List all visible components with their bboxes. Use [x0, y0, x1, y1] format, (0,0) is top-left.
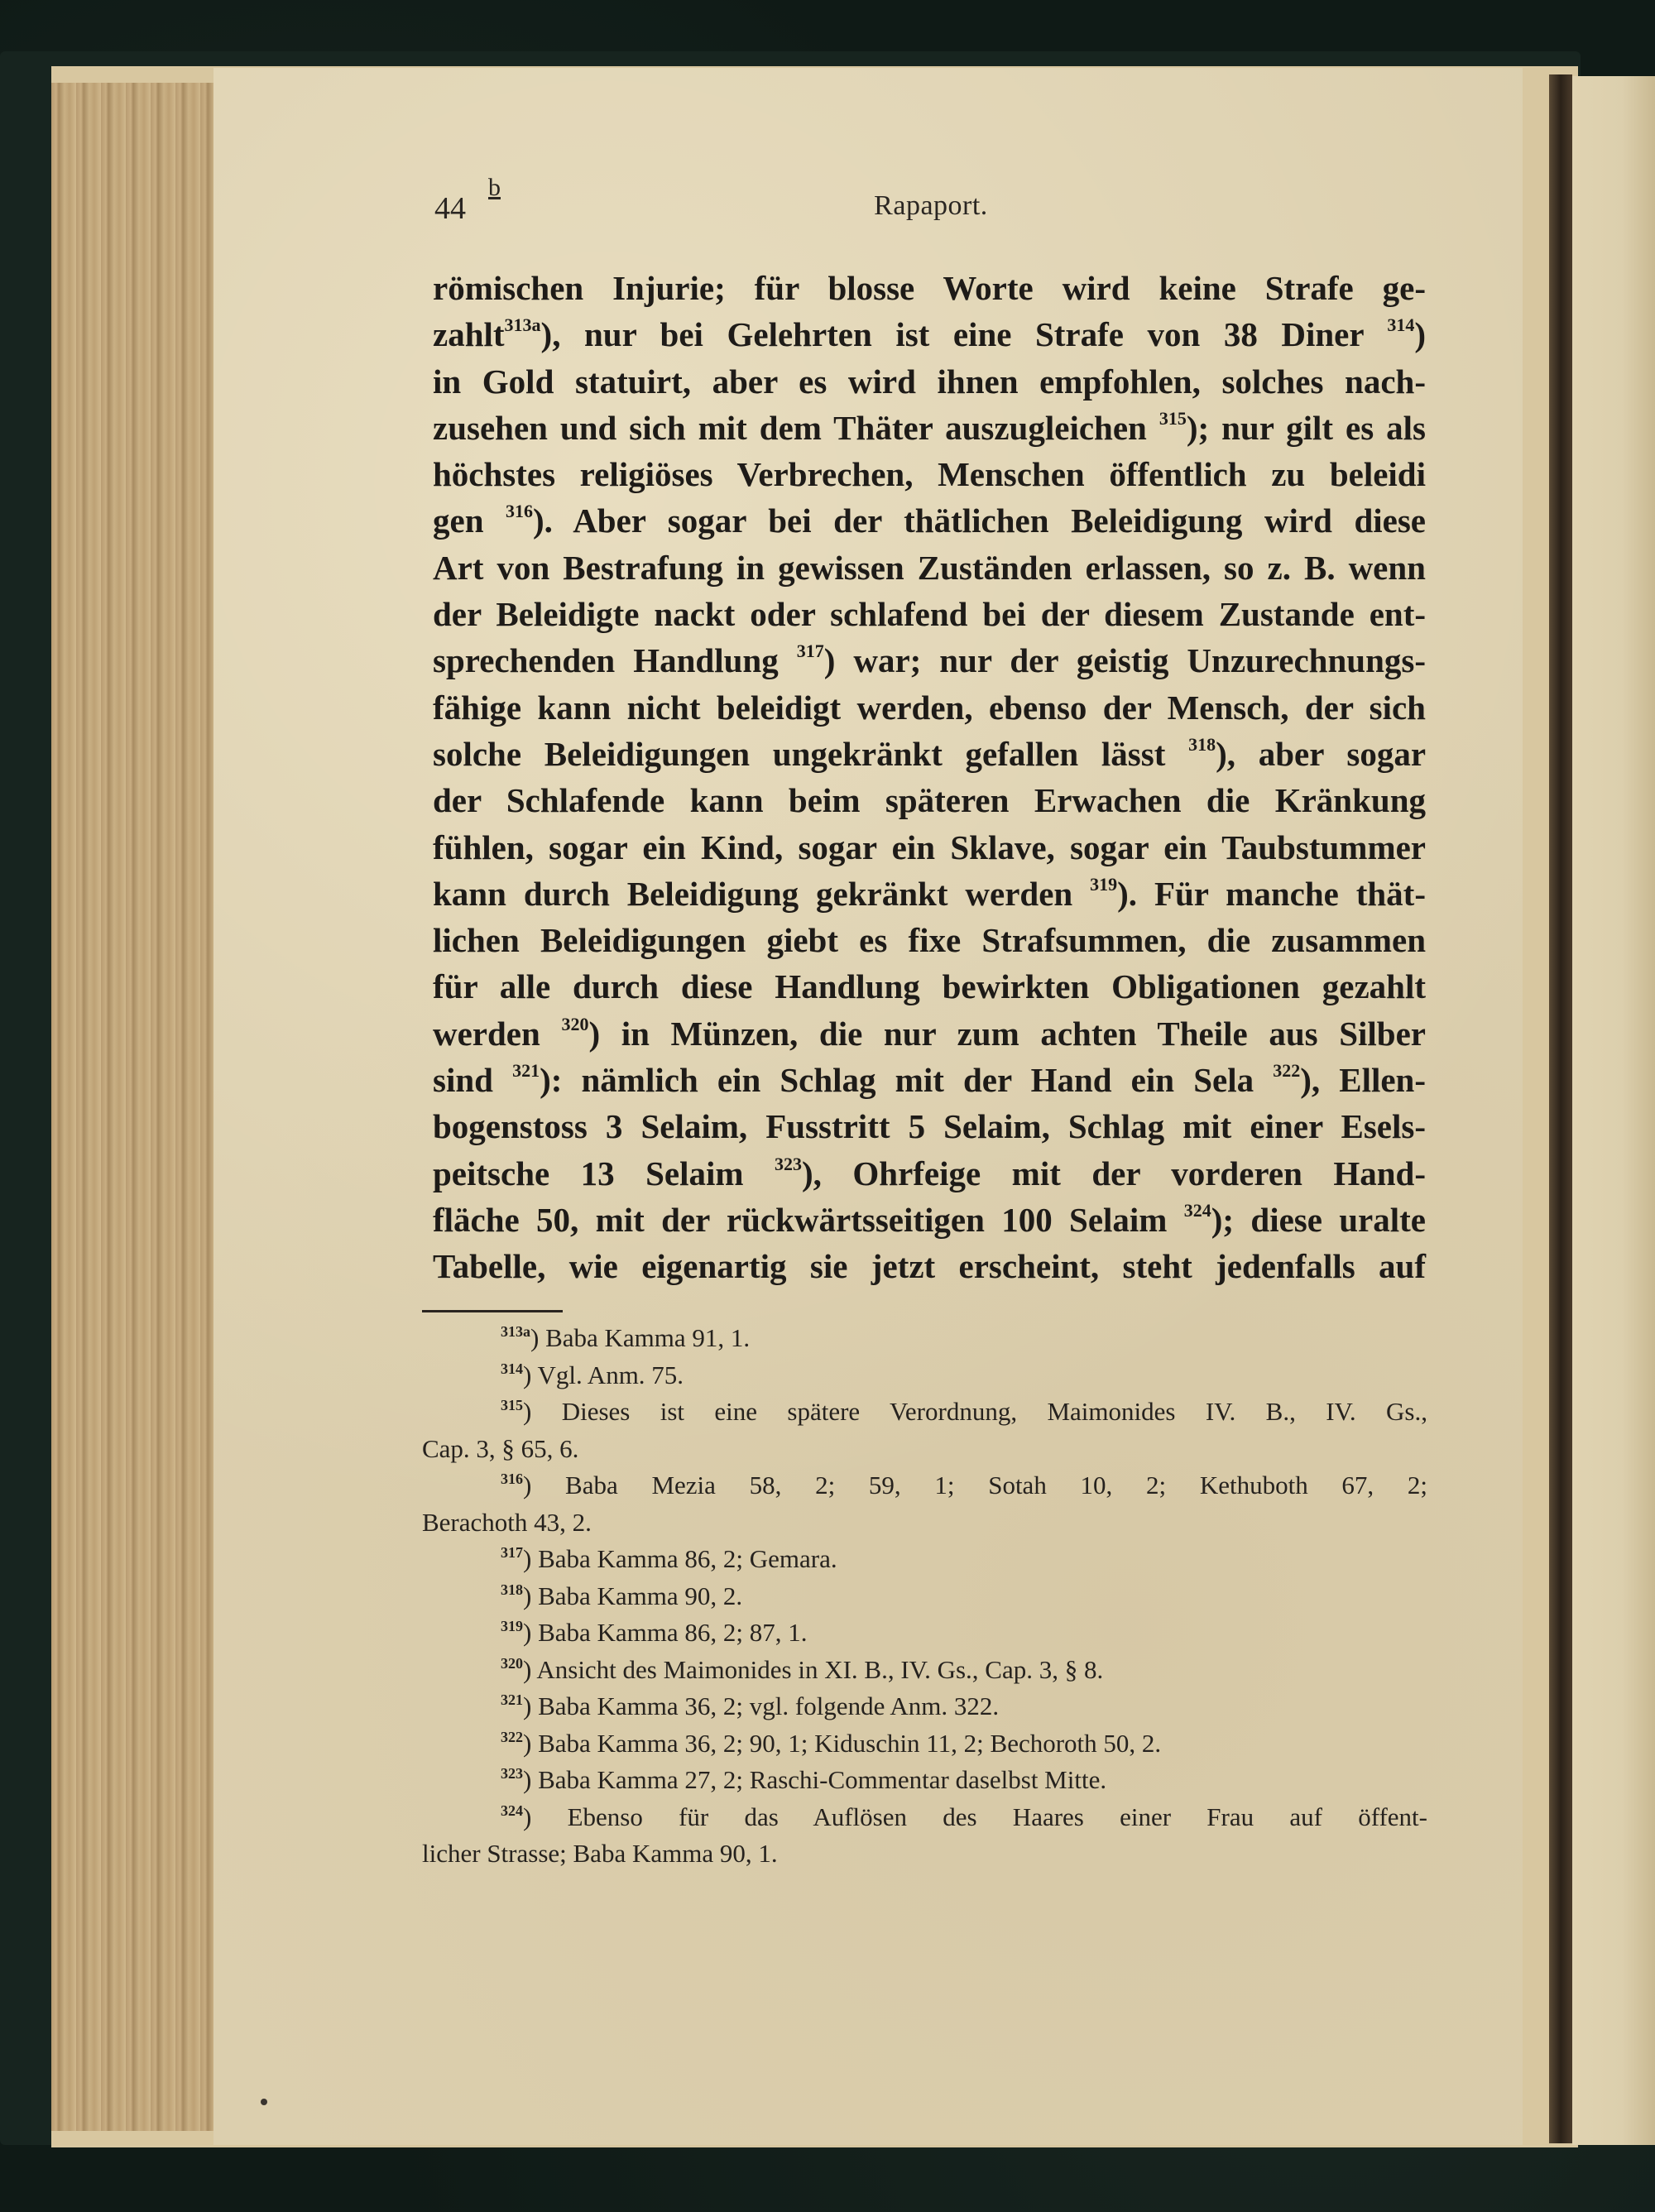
body-line: [433, 871, 1426, 917]
body-text-segment: höchstes religiöses Verbrechen, Menschen öffentlich zu beleidi: [433, 455, 1426, 494]
footnote-text: ) Baba Kamma 36, 2; vgl. folgende Anm. 322.: [523, 1691, 1000, 1720]
footnote-mark: 314: [501, 1360, 523, 1377]
body-text-segment: peitsche 13 Selaim: [433, 1154, 775, 1192]
footnote-text: ) Baba Kamma 91, 1.: [530, 1323, 751, 1352]
footnote-text: ) Vgl. Anm. 75.: [523, 1360, 684, 1389]
body-text-segment: fähige kann nicht beleidigt werden, ebenso der Mensch, der sich: [433, 688, 1426, 727]
body-line: [433, 731, 1426, 777]
book-gutter: [1549, 74, 1572, 2143]
footnote-continuation: Cap. 3, § 65, 6.: [422, 1433, 579, 1463]
body-text-segment: römischen Injurie; für blosse Worte wird keine Strafe ge-: [433, 269, 1426, 307]
body-line: [433, 497, 1426, 544]
body-line: [433, 637, 1426, 684]
body-text-segment: ); nur gilt es als: [1186, 408, 1426, 447]
footnote-mark: 322: [501, 1728, 523, 1745]
running-title: Rapaport.: [874, 190, 988, 221]
footnote-reference: 322: [1273, 1060, 1301, 1082]
body-text-segment: ), aber sogar: [1216, 734, 1427, 773]
footnote-reference: 319: [1090, 873, 1118, 895]
body-text-segment: ) war; nur der geistig Unzurechnungs-: [823, 641, 1426, 680]
footnote-mark: 320: [501, 1654, 523, 1672]
body-line: [433, 405, 1426, 451]
body-text-segment: bogenstoss 3 Selaim, Fusstritt 5 Selaim, Schlag mit einer Esels-: [433, 1107, 1426, 1146]
page-number: 44: [434, 191, 466, 226]
body-line: [433, 1057, 1426, 1103]
footnote-item: [422, 1578, 1427, 1615]
running-head: [434, 174, 1427, 235]
body-line: [433, 545, 1426, 591]
body-text-segment: Art von Bestrafung in gewissen Zuständen erlassen, so z. B. wenn: [433, 548, 1426, 587]
ink-spot: [261, 2099, 267, 2105]
footnote-reference: 323: [775, 1153, 803, 1174]
body-line: [433, 824, 1426, 871]
body-text-segment: der Schlafende kann beim späteren Erwachen die Kränkung: [433, 781, 1426, 820]
body-line: [433, 358, 1426, 405]
footnote-reference: 320: [561, 1013, 589, 1034]
page-fore-edge: [51, 83, 213, 2131]
footnote-reference: 317: [796, 641, 824, 662]
footnote-mark: 318: [501, 1581, 523, 1598]
body-text-segment: sind: [433, 1061, 513, 1100]
footnote-item: [422, 1615, 1427, 1652]
footnote-rule: [422, 1310, 563, 1312]
body-line: [433, 684, 1426, 731]
body-text-segment: für alle durch diese Handlung bewirkten Obligationen gezahlt: [433, 967, 1426, 1006]
body-text-segment: gen: [433, 501, 506, 540]
body-line: [433, 1103, 1426, 1149]
footnotes: [422, 1320, 1427, 1873]
footnote-mark: 324: [501, 1802, 523, 1819]
footnote-mark: 317: [501, 1544, 523, 1561]
body-line: [433, 1197, 1426, 1243]
body-text-segment: ) in Münzen, die nur zum achten Theile aus Silber: [588, 1014, 1427, 1053]
footnote-item: [422, 1357, 1427, 1394]
body-line: [433, 451, 1426, 497]
footnote-item: [422, 1688, 1427, 1725]
footnote-mark: 316: [501, 1471, 523, 1487]
body-line: [433, 311, 1426, 357]
body-line: [433, 1010, 1426, 1057]
footnote-continuation: licher Strasse; Baba Kamma 90, 1.: [422, 1839, 778, 1868]
body-text-segment: lichen Beleidigungen giebt es fixe Strafsummen, die zusammen: [433, 921, 1426, 960]
body-text-segment: ): nämlich ein Schlag mit der Hand ein Sela: [540, 1061, 1274, 1100]
body-text-segment: werden: [433, 1014, 562, 1053]
footnote-text: ) Ansicht des Maimonides in XI. B., IV. Gs., Cap. 3, § 8.: [523, 1654, 1104, 1684]
body-text-segment: ), nur bei Gelehrten ist eine Strafe von 38 Diner: [540, 315, 1388, 354]
footnote-text: ) Baba Kamma 86, 2; 87, 1.: [523, 1618, 808, 1647]
body-line: [433, 917, 1426, 963]
footnote-reference: 316: [506, 501, 534, 522]
footnote-item: [422, 1652, 1427, 1689]
footnote-reference: 324: [1183, 1199, 1211, 1221]
signature-mark: b: [488, 174, 501, 201]
body-text-segment: zahlt: [433, 315, 505, 354]
footnote-item: [422, 1320, 1427, 1357]
body-line: [433, 1150, 1426, 1197]
body-text-segment: solche Beleidigungen ungekränkt gefallen lässt: [433, 734, 1189, 773]
body-text-segment: ). Für manche thät-: [1117, 874, 1426, 913]
footnote-item: [422, 1762, 1427, 1799]
body-text-segment: kann durch Beleidigung gekränkt werden: [433, 874, 1091, 913]
footnote-reference: 313a: [504, 314, 541, 336]
body-text-segment: der Beleidigte nackt oder schlafend bei der diesem Zustande ent-: [433, 595, 1426, 634]
footnote-text: ) Baba Kamma 36, 2; 90, 1; Kiduschin 11, 2; Bechoroth 50, 2.: [523, 1728, 1162, 1758]
body-text-segment: Tabelle, wie eigenartig sie jetzt erscheint, steht jedenfalls auf: [433, 1247, 1426, 1286]
footnote-text: ) Baba Kamma 90, 2.: [523, 1581, 743, 1610]
footnote-text: ) Baba Mezia 58, 2; 59, 1; Sotah 10, 2; Kethuboth 67, 2;: [523, 1471, 1427, 1499]
body-text-segment: ); diese uralte: [1211, 1200, 1426, 1239]
footnote-reference: 315: [1158, 407, 1187, 429]
footnote-text: ) Ebenso für das Auflösen des Haares einer Frau auf öffent-: [523, 1802, 1427, 1831]
footnote-item: [422, 1394, 1427, 1431]
footnote-continuation: Berachoth 43, 2.: [422, 1507, 592, 1537]
body-text-segment: ). Aber sogar bei der thätlichen Beleidigung wird diese: [533, 501, 1426, 540]
footnote-text: ) Dieses ist eine spätere Verordnung, Maimonides IV. B., IV. Gs.,: [523, 1397, 1427, 1426]
body-text: [433, 265, 1426, 1290]
footnote-mark: 323: [501, 1765, 523, 1782]
body-line: [433, 591, 1426, 637]
body-text-segment: in Gold statuirt, aber es wird ihnen empfohlen, solches nach-: [433, 362, 1426, 401]
body-text-segment: fühlen, sogar ein Kind, sogar ein Sklave, sogar ein Taubstummer: [433, 828, 1426, 866]
body-line: [433, 265, 1426, 311]
footnote-reference: 314: [1387, 314, 1415, 336]
footnote-mark: 315: [501, 1397, 523, 1413]
footnote-item: [422, 1467, 1427, 1504]
footnote-mark: 319: [501, 1618, 523, 1634]
footnote-reference: 321: [512, 1060, 540, 1082]
body-text-segment: zusehen und sich mit dem Thäter auszugleichen: [433, 408, 1159, 447]
body-text-segment: ), Ellen-: [1300, 1061, 1427, 1100]
facing-page-edge: [1572, 76, 1655, 2145]
footnote-mark: 313a: [501, 1323, 530, 1340]
body-text-segment: ): [1414, 315, 1426, 354]
body-line: [433, 963, 1426, 1010]
footnote-reference: 318: [1188, 733, 1216, 755]
footnote-mark: 321: [501, 1691, 523, 1708]
footnote-text: ) Baba Kamma 86, 2; Gemara.: [523, 1544, 837, 1573]
footnote-item: [422, 1725, 1427, 1763]
body-line: [433, 1243, 1426, 1289]
footnote-text: ) Baba Kamma 27, 2; Raschi-Commentar daselbst Mitte.: [523, 1765, 1107, 1794]
body-line: [433, 777, 1426, 823]
footnote-item: [422, 1799, 1427, 1836]
body-text-segment: sprechenden Handlung: [433, 641, 797, 680]
body-text-segment: ), Ohrfeige mit der vorderen Hand-: [802, 1154, 1426, 1192]
footnote-item: [422, 1541, 1427, 1578]
body-text-segment: fläche 50, mit der rückwärtsseitigen 100 Selaim: [433, 1200, 1184, 1239]
